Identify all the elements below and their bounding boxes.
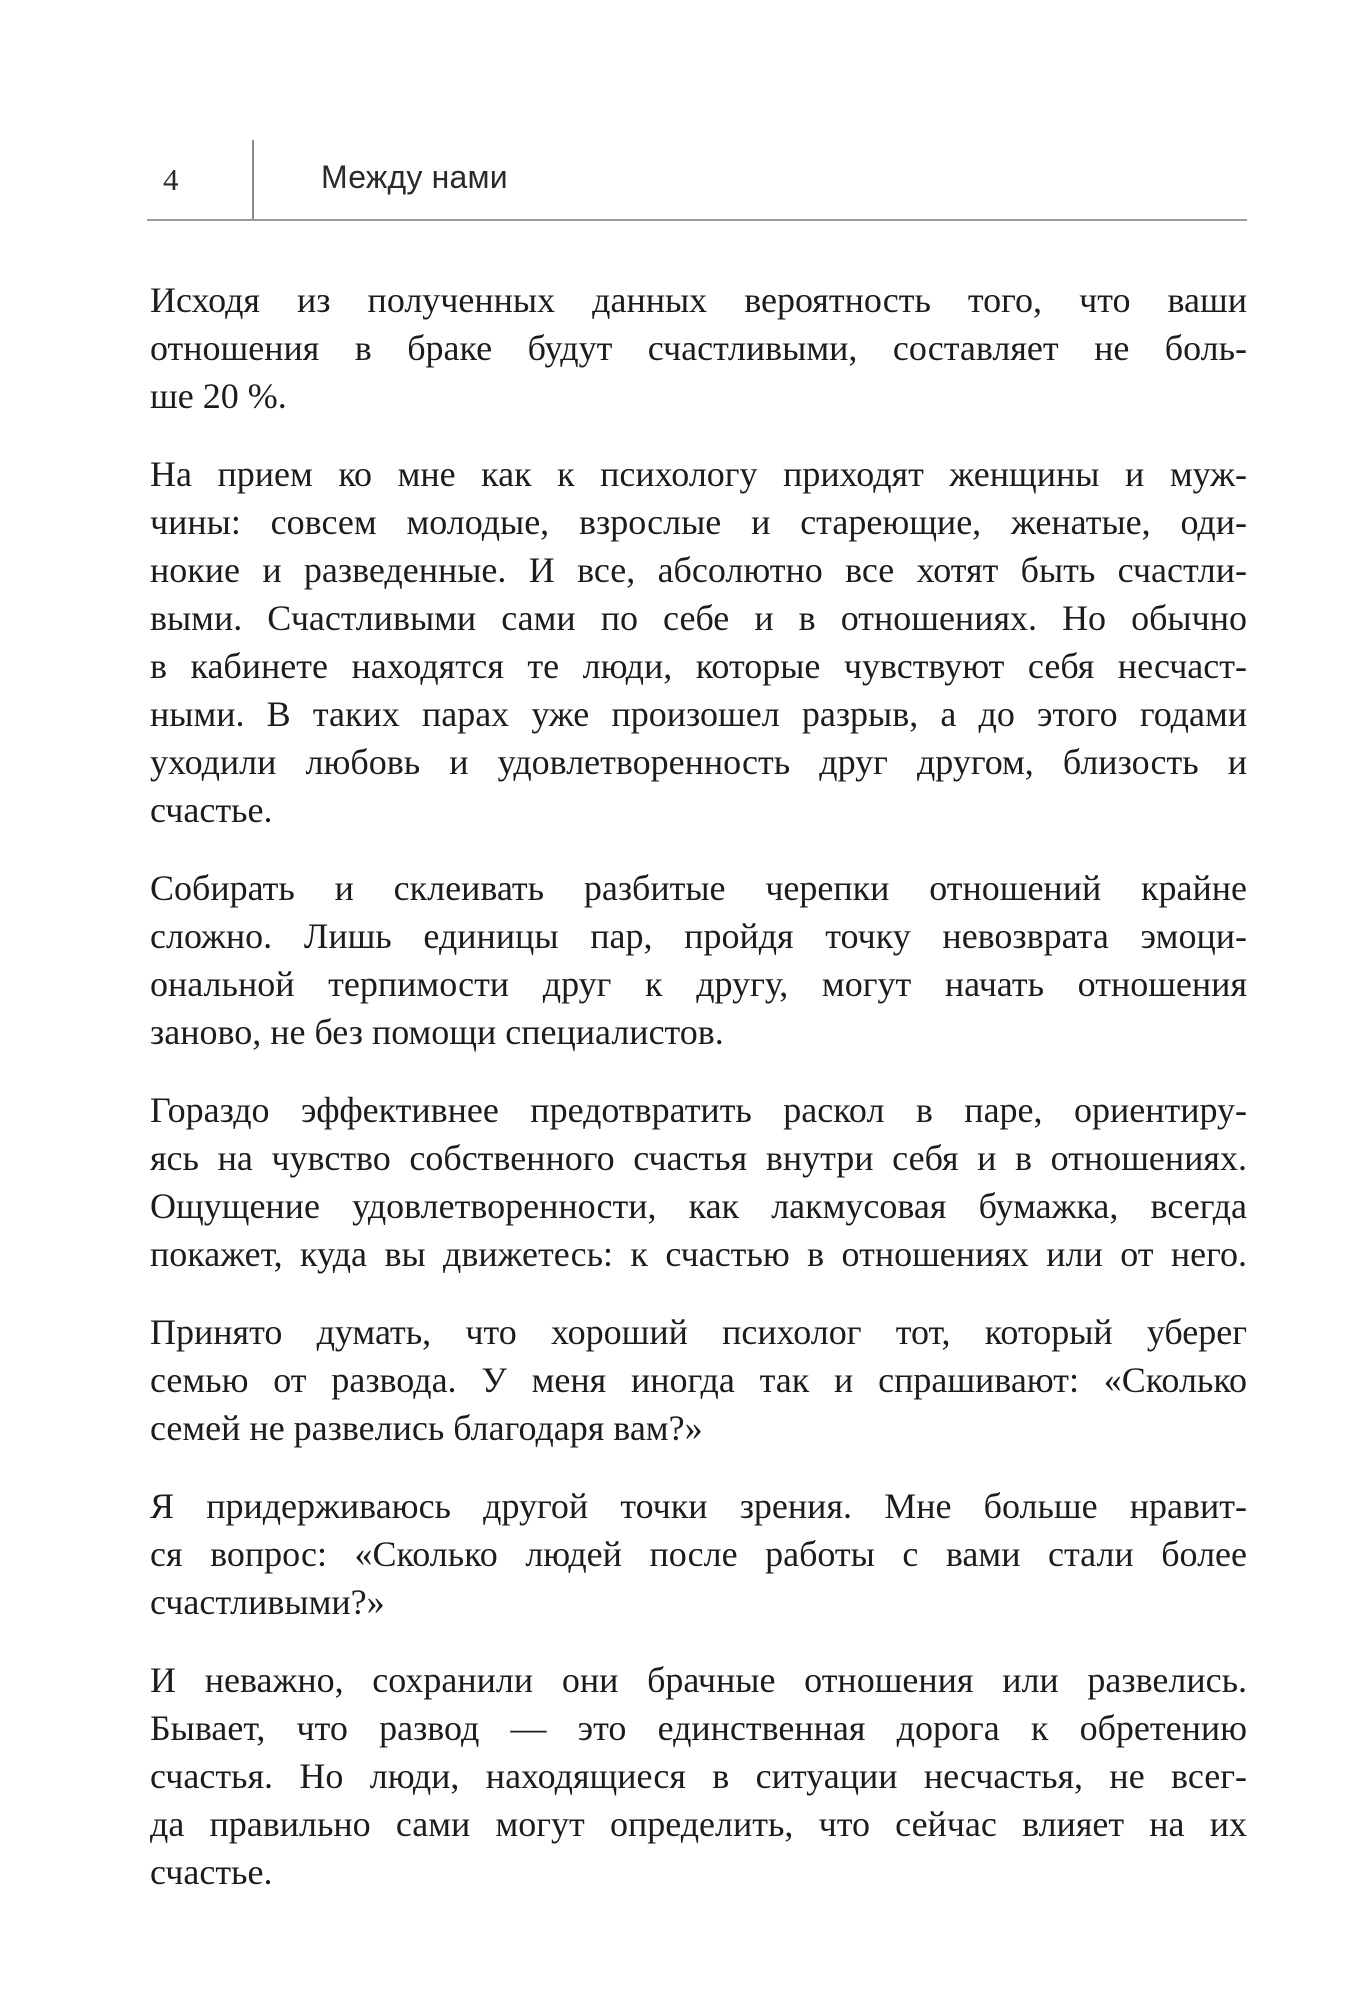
text-line: сложно. Лишь единицы пар, пройдя точку невозврата эмоци- — [150, 916, 1247, 956]
paragraph-3 — [150, 864, 1247, 1056]
text-line: Гораздо эффективнее предотвратить раскол в паре, ориентиру- — [150, 1090, 1247, 1130]
text-line: заново, не без помощи специалистов. — [150, 1012, 724, 1052]
body-text — [150, 276, 1247, 1926]
text-line: покажет, куда вы движетесь: к счастью в отношениях или от него. — [150, 1234, 1247, 1274]
text-line: счастье. — [150, 1852, 273, 1892]
text-line: выми. Счастливыми сами по себе и в отношениях. Но обычно — [150, 598, 1247, 638]
text-line: в кабинете находятся те люди, которые чувствуют себя несчаст- — [150, 646, 1247, 686]
text-line: ными. В таких парах уже произошел разрыв, а до этого годами — [150, 694, 1247, 734]
text-line: счастья. Но люди, находящиеся в ситуации несчастья, не всег- — [150, 1756, 1247, 1796]
text-line: семью от развода. У меня иногда так и спрашивают: «Сколько — [150, 1360, 1247, 1400]
text-line: семей не развелись благодаря вам?» — [150, 1408, 703, 1448]
text-line: Бывает, что развод — это единственная дорога к обретению — [150, 1708, 1247, 1748]
running-header — [147, 140, 1247, 224]
page-number: 4 — [163, 162, 179, 197]
paragraph-4 — [150, 1086, 1247, 1278]
running-title: Между нами — [321, 159, 508, 195]
paragraph-6 — [150, 1482, 1247, 1626]
text-line: уходили любовь и удовлетворенность друг другом, близость и — [150, 742, 1247, 782]
text-line: да правильно сами могут определить, что сейчас влияет на их — [150, 1804, 1247, 1844]
text-line: счастье. — [150, 790, 273, 830]
text-line: Я придерживаюсь другой точки зрения. Мне больше нравит- — [150, 1486, 1247, 1526]
text-line: нокие и разведенные. И все, абсолютно все хотят быть счастли- — [150, 550, 1247, 590]
header-vertical-divider — [252, 140, 254, 220]
paragraph-2 — [150, 450, 1247, 834]
text-line: Принято думать, что хороший психолог тот, который уберег — [150, 1312, 1247, 1352]
text-line: Ощущение удовлетворенности, как лакмусовая бумажка, всегда — [150, 1186, 1247, 1226]
text-line: На прием ко мне как к психологу приходят женщины и муж- — [150, 454, 1247, 494]
text-line: И неважно, сохранили они брачные отношения или развелись. — [150, 1660, 1247, 1700]
text-line: ше 20 %. — [150, 376, 287, 416]
text-line: ся вопрос: «Сколько людей после работы с вами стали более — [150, 1534, 1247, 1574]
text-line: чины: совсем молодые, взрослые и стареющие, женатые, оди- — [150, 502, 1247, 542]
text-line: Исходя из полученных данных вероятность того, что ваши — [150, 280, 1247, 320]
text-line: отношения в браке будут счастливыми, составляет не боль- — [150, 328, 1247, 368]
paragraph-5 — [150, 1308, 1247, 1452]
header-horizontal-rule — [147, 219, 1247, 221]
text-line: ясь на чувство собственного счастья внутри себя и в отношениях. — [150, 1138, 1247, 1178]
paragraph-1 — [150, 276, 1247, 420]
text-line: счастливыми?» — [150, 1582, 385, 1622]
text-line: Собирать и склеивать разбитые черепки отношений крайне — [150, 868, 1247, 908]
text-line: ональной терпимости друг к другу, могут начать отношения — [150, 964, 1247, 1004]
paragraph-7 — [150, 1656, 1247, 1896]
